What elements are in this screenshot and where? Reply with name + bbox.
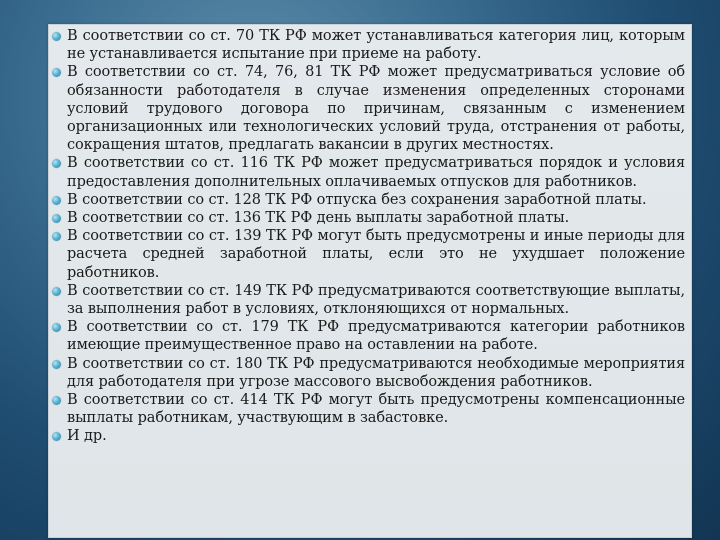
round-bullet-icon	[52, 214, 61, 223]
list-item-text: В соответствии со ст. 139 ТК РФ могут быть предусмотрены и иные периоды для расчета средней заработной платы, если это не ухудшает положение работников.	[67, 228, 685, 281]
list-item-text: В соответствии со ст. 149 ТК РФ предусматриваются соответствующие выплаты, за выполнения работ в условиях, отклоняющихся от нормальных.	[67, 282, 685, 318]
list-item	[49, 27, 685, 63]
list-item	[49, 282, 685, 318]
list-item-text: В соответствии со ст. 180 ТК РФ предусматриваются необходимые мероприятия для работодателя при угрозе массового высвобождения работников.	[67, 355, 685, 390]
round-bullet-icon	[52, 32, 61, 41]
round-bullet-icon	[52, 196, 61, 205]
list-item-text: И др.	[67, 428, 107, 445]
list-item	[49, 355, 685, 391]
list-item-text: В соответствии со ст. 70 ТК РФ может устанавливаться категория лиц, которым не устанавливается испытание при приеме на работу.	[67, 28, 685, 63]
list-item	[49, 391, 685, 427]
list-item	[49, 63, 685, 154]
list-item	[49, 427, 685, 445]
round-bullet-icon	[52, 287, 61, 296]
round-bullet-icon	[52, 232, 61, 241]
content-panel	[48, 24, 692, 538]
bullet-list	[49, 25, 691, 446]
list-item	[49, 318, 685, 354]
list-item-text: В соответствии со ст. 414 ТК РФ могут быть предусмотрены компенсационные выплаты работникам, участвующим в забастовке.	[67, 392, 685, 427]
list-item-text: В соответствии со ст. 116 ТК РФ может предусматриваться порядок и условия предоставления дополнительных оплачиваемых отпусков для работников.	[67, 155, 685, 190]
list-item	[49, 209, 685, 227]
list-item-text: В соответствии со ст. 136 ТК РФ день выплаты заработной платы.	[67, 210, 570, 227]
list-item	[49, 191, 685, 209]
round-bullet-icon	[52, 323, 61, 332]
list-item	[49, 227, 685, 282]
list-item-text: В соответствии со ст. 128 ТК РФ отпуска без сохранения заработной платы.	[67, 191, 647, 208]
list-item-text: В соответствии со ст. 179 ТК РФ предусматриваются категории работников имеющие преимущественное право на оставлении на работе.	[67, 319, 685, 354]
round-bullet-icon	[52, 68, 61, 77]
list-item-text: В соответствии со ст. 74, 76, 81 ТК РФ может предусматриваться условие об обязанности работодателя в случае изменения определенных сторонами условий трудового договора по причинам, связанным с изменением организационных или технологических условий труда, отстранения от работы, сокращения штатов, предлагать вакансии в других местностях.	[67, 64, 685, 154]
round-bullet-icon	[52, 159, 61, 168]
list-item	[49, 154, 685, 190]
round-bullet-icon	[52, 396, 61, 405]
round-bullet-icon	[52, 360, 61, 369]
round-bullet-icon	[52, 432, 61, 441]
